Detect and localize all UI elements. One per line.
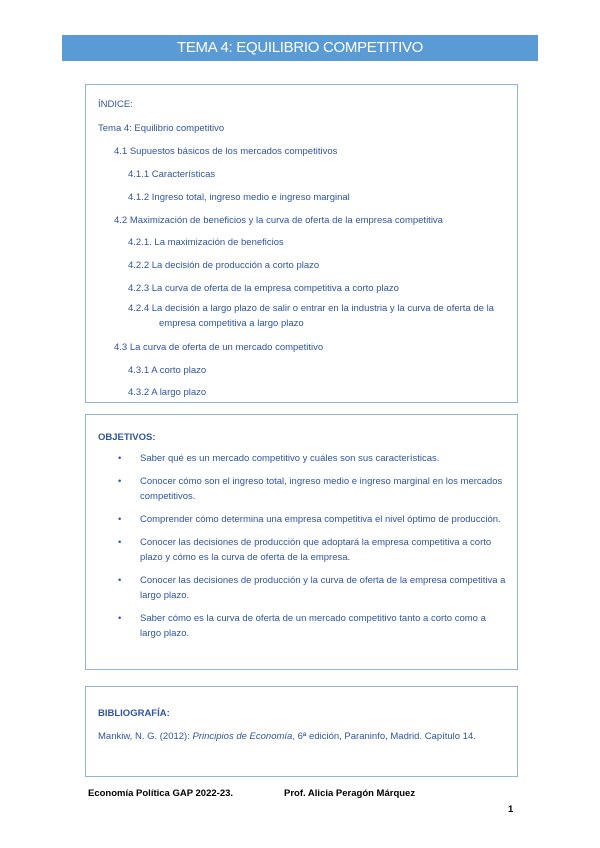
index-entry: 4.2.4 La decisión a largo plazo de salir o entrar en la industria y la curva de oferta de la empresa competitiva a largo plazo: [128, 303, 494, 329]
objectives-list: [110, 451, 506, 649]
bibliography-details: , 6ª edición, Paraninfo, Madrid. Capítulo 14.: [292, 731, 476, 742]
index-box: [85, 84, 518, 403]
bullet-icon: •: [118, 613, 122, 624]
index-entry: 4.3 La curva de oferta de un mercado competitivo: [114, 342, 324, 353]
objective-text: Conocer las decisiones de producción y la curva de oferta de la empresa competitiva a largo plazo.: [140, 575, 506, 601]
index-entry: 4.2.3 La curva de oferta de la empresa competitiva a corto plazo: [128, 283, 399, 294]
bullet-icon: •: [118, 575, 122, 586]
objective-item: [110, 451, 506, 466]
bibliography-box: [85, 686, 518, 777]
objective-item: [110, 474, 506, 504]
index-entry: 4.2.2 La decisión de producción a corto plazo: [128, 260, 320, 271]
objective-item: [110, 535, 506, 565]
objective-item: [110, 573, 506, 603]
bullet-icon: •: [118, 537, 122, 548]
bullet-icon: •: [118, 514, 122, 525]
bibliography-author: Mankiw, N. G. (2012):: [98, 731, 193, 742]
index-entry: 4.1.2 Ingreso total, ingreso medio e ingreso marginal: [128, 192, 350, 203]
bullet-icon: •: [118, 476, 122, 487]
bibliography-heading: BIBLIOGRAFÍA:: [98, 708, 170, 719]
index-entry: Tema 4: Equilibrio competitivo: [98, 123, 225, 134]
footer-course: Economía Política GAP 2022-23.: [88, 788, 234, 799]
bibliography-book-title: Principios de Economía: [192, 731, 293, 742]
objective-item: [110, 512, 506, 527]
objective-text: Saber qué es un mercado competitivo y cuáles son sus características.: [140, 453, 440, 464]
objective-item: [110, 611, 506, 641]
objectives-box: [85, 414, 518, 670]
index-entry: 4.1.1 Características: [128, 169, 216, 180]
bullet-icon: •: [118, 453, 122, 464]
index-entry: 4.2 Maximización de beneficios y la curva de oferta de la empresa competitiva: [114, 215, 443, 226]
objective-text: Conocer las decisiones de producción que adoptará la empresa competitiva a corto plazo y cómo es la curva de oferta de la empresa.: [140, 537, 492, 563]
index-entry: 4.2.1. La maximización de beneficios: [128, 237, 284, 248]
bibliography-entry: [98, 731, 476, 742]
objectives-heading: OBJETIVOS:: [98, 432, 156, 443]
page-title: TEMA 4: EQUILIBRIO COMPETITIVO: [62, 35, 538, 61]
objective-text: Conocer cómo son el ingreso total, ingreso medio e ingreso marginal en los mercados competitivos.: [140, 476, 503, 502]
index-heading: ÍNDICE:: [98, 99, 133, 110]
index-entry: 4.3.1 A corto plazo: [128, 365, 207, 376]
footer-author: Prof. Alicia Peragón Márquez: [284, 788, 416, 799]
objective-text: Saber cómo es la curva de oferta de un mercado competitivo tanto a corto como a largo plazo.: [140, 613, 486, 639]
index-entry: 4.1 Supuestos básicos de los mercados competitivos: [114, 146, 338, 157]
index-entry: 4.3.2 A largo plazo: [128, 387, 207, 398]
objective-text: Comprender cómo determina una empresa competitiva el nivel óptimo de producción.: [140, 514, 501, 525]
page-number: 1: [508, 804, 514, 815]
